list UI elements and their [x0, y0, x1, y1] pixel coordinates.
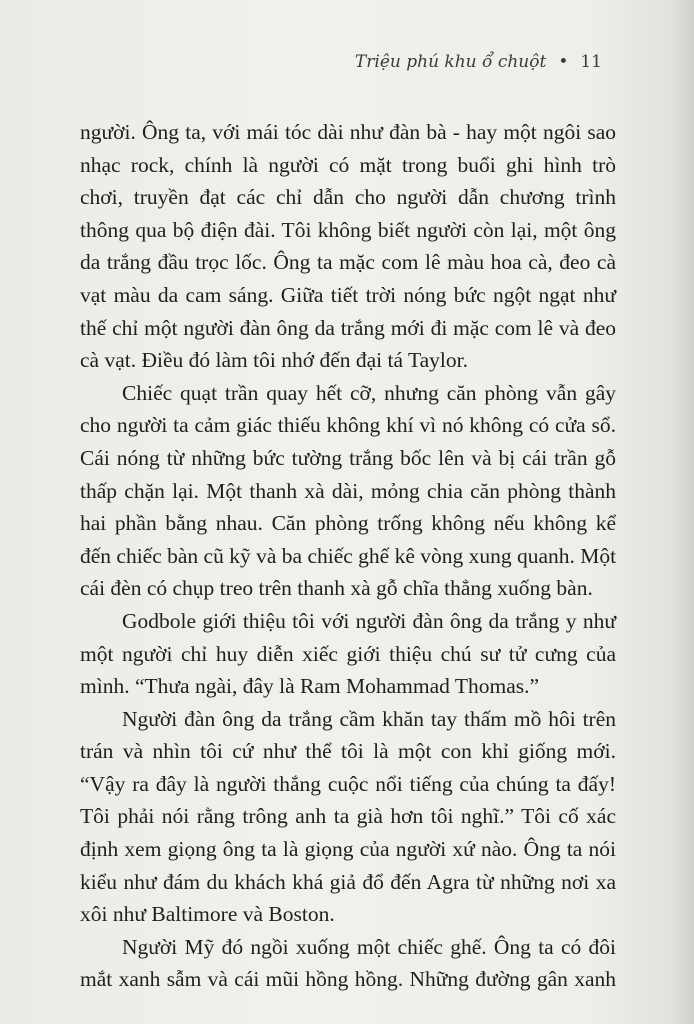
text-line: “Vậy ra đây là người thắng cuộc nổi tiếng của chúng ta đấy! [80, 771, 616, 796]
text-line: Godbole giới thiệu tôi với người đàn ông da trắng y như [122, 608, 616, 633]
text-line: xôi như Baltimore và Boston. [80, 902, 335, 927]
text-line: chơi, truyền đạt các chỉ dẫn cho người dẫn chương trình [80, 185, 616, 210]
text-line: cà vạt. Điều đó làm tôi nhớ đến đại tá Taylor. [80, 348, 469, 373]
paragraph [80, 703, 616, 931]
text-line: kiểu như đám du khách khá giả đổ đến Agra từ những nơi xa [80, 869, 616, 894]
header-separator: • [558, 52, 569, 72]
text-line: trán và nhìn tôi cứ như thể tôi là một con khỉ giống mới. [80, 739, 616, 764]
paragraph [80, 377, 616, 605]
text-line: thông qua bộ điện đài. Tôi không biết người còn lại, một ông [80, 217, 616, 242]
text-line: nhạc rock, chính là người có mặt trong buổi ghi hình trò [80, 152, 616, 177]
text-line: một người chỉ huy diễn xiếc giới thiệu chú sư tử cưng của [80, 641, 616, 666]
text-line: thấp chặn lại. Một thanh xà dài, mỏng chia căn phòng thành [80, 478, 616, 503]
text-line: vạt màu da cam sáng. Giữa tiết trời nóng bức ngột ngạt như [80, 282, 616, 307]
text-line: mình. “Thưa ngài, đây là Ram Mohammad Thomas.” [80, 674, 540, 699]
text-line: Cái nóng từ những bức tường trắng bốc lên và bị cái trần gỗ [80, 445, 616, 470]
text-line: Người Mỹ đó ngồi xuống một chiếc ghế. Ông ta có đôi [122, 934, 616, 959]
text-line: hai phần bằng nhau. Căn phòng trống không nếu không kể [80, 511, 616, 536]
text-line: Tôi phải nói rằng trông anh ta già hơn tôi nghĩ.” Tôi cố xác [80, 804, 616, 829]
text-line: cho người ta cảm giác thiếu không khí vì nó không có cửa sổ. [80, 413, 616, 438]
body-text [80, 116, 616, 996]
paragraph [80, 605, 616, 703]
text-line: Chiếc quạt trần quay hết cỡ, nhưng căn phòng vẫn gây [122, 380, 616, 405]
page-number: 11 [580, 52, 602, 72]
text-line: người. Ông ta, với mái tóc dài như đàn bà - hay một ngôi sao [80, 120, 616, 144]
text-line: định xem giọng ông ta là giọng của người xứ nào. Ông ta nói [80, 837, 616, 862]
text-line: mắt xanh sẫm và cái mũi hồng hồng. Những đường gân xanh [80, 967, 616, 992]
text-line: da trắng đầu trọc lốc. Ông ta mặc com lê màu hoa cà, đeo cà [80, 250, 616, 275]
text-line: đến chiếc bàn cũ kỹ và ba chiếc ghế kê vòng xung quanh. Một [80, 543, 617, 568]
text-line: cái đèn có chụp treo trên thanh xà gỗ chĩa thẳng xuống bàn. [80, 576, 593, 601]
text-line: Người đàn ông da trắng cầm khăn tay thấm mồ hôi trên [122, 706, 616, 731]
text-line: thế chỉ một người đàn ông da trắng mới đi mặc com lê và đeo [80, 315, 616, 340]
paragraph [80, 931, 616, 996]
paragraph [80, 116, 616, 377]
running-header [355, 52, 602, 72]
running-title: Triệu phú khu ổ chuột [354, 52, 547, 72]
